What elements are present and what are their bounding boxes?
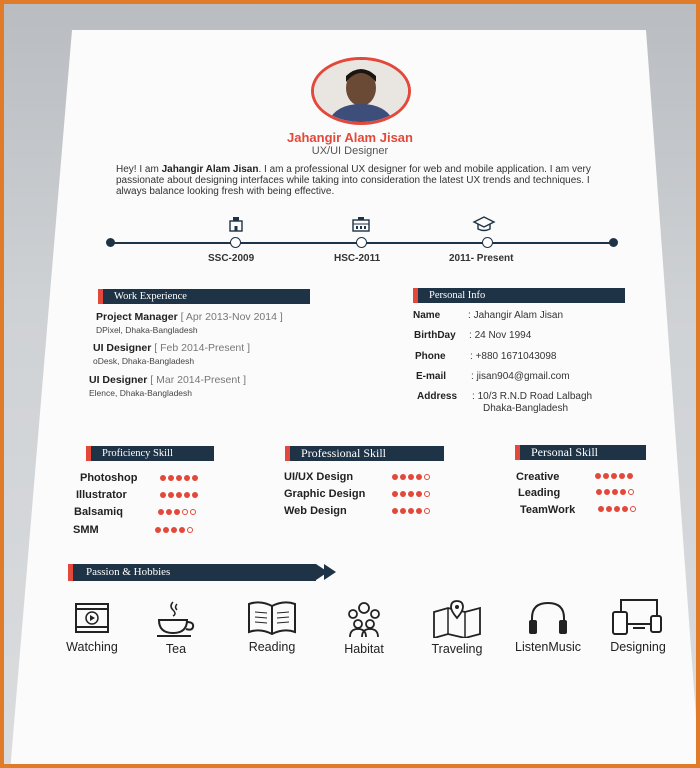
timeline-dot — [482, 237, 493, 248]
devices-icon — [611, 598, 665, 636]
work-item: UI Designer [ Feb 2014-Present ] — [93, 342, 251, 354]
work-item: Project Manager [ Apr 2013-Nov 2014 ] — [96, 311, 283, 323]
timeline-label-present: 2011- Present — [449, 253, 514, 264]
work-experience-heading: Work Experience — [98, 289, 310, 304]
professional-skill-heading: Professional Skill — [285, 446, 444, 461]
rating-dot-filled — [606, 506, 612, 512]
hobby-habitat: Habitat — [336, 600, 392, 656]
info-value: : 24 Nov 1994 — [469, 330, 532, 341]
work-item-place: DPixel, Dhaka-Bangladesh — [96, 325, 198, 335]
rating-dot-filled — [416, 508, 422, 514]
rating-dot-filled — [160, 492, 166, 498]
skill-name: Web Design — [284, 505, 347, 517]
skill-rating — [392, 508, 430, 514]
info-value: : +880 1671043098 — [470, 351, 557, 362]
school-icon — [228, 216, 244, 232]
info-value: : 10/3 R.N.D Road Lalbagh — [472, 391, 593, 402]
rating-dot-filled — [596, 489, 602, 495]
skill-name: SMM — [73, 524, 99, 536]
rating-dot-filled — [160, 475, 166, 481]
hobby-designing: Designing — [600, 598, 676, 654]
rating-dot-empty — [424, 474, 430, 480]
rating-dot-filled — [155, 527, 161, 533]
open-book-icon — [246, 600, 298, 636]
skill-name: Leading — [518, 487, 561, 499]
skill-rating — [160, 492, 198, 498]
skill-rating — [595, 473, 633, 479]
rating-dot-filled — [408, 491, 414, 497]
people-group-icon — [344, 600, 384, 638]
rating-dot-filled — [416, 491, 422, 497]
rating-dot-filled — [400, 474, 406, 480]
hobby-traveling: Traveling — [422, 600, 492, 656]
personal-info-heading: Personal Info — [413, 288, 625, 303]
rating-dot-empty — [182, 509, 188, 515]
rating-dot-filled — [408, 474, 414, 480]
info-value: : jisan904@gmail.com — [471, 371, 570, 382]
rating-dot-filled — [158, 509, 164, 515]
skill-name: Graphic Design — [284, 488, 366, 500]
timeline-dot — [356, 237, 367, 248]
proficiency-skill-heading: Proficiency Skill — [86, 446, 214, 461]
candidate-role: UX/UI Designer — [311, 145, 389, 157]
rating-dot-filled — [612, 489, 618, 495]
rating-dot-filled — [400, 491, 406, 497]
hobby-listen-music: ListenMusic — [503, 600, 593, 654]
rating-dot-filled — [179, 527, 185, 533]
rating-dot-filled — [166, 509, 172, 515]
info-label: Name — [413, 310, 441, 321]
rating-dot-filled — [620, 489, 626, 495]
map-pin-icon — [431, 600, 483, 638]
rating-dot-filled — [400, 508, 406, 514]
rating-dot-filled — [611, 473, 617, 479]
video-player-icon — [73, 600, 111, 636]
hobby-tea: Tea — [150, 600, 202, 656]
info-label: Address — [417, 391, 458, 402]
rating-dot-empty — [190, 509, 196, 515]
rating-dot-filled — [614, 506, 620, 512]
intro-paragraph: Hey! I am Jahangir Alam Jisan. I am a professional UX designer for web and mobile application. I am very passionate about designing interfaces while taking into consideration the latest UX trends and techniques. I always balance looking fresh with being effective. — [116, 164, 591, 197]
timeline-dot — [230, 237, 241, 248]
skill-rating — [155, 527, 193, 533]
rating-dot-filled — [619, 473, 625, 479]
info-value-line2: Dhaka-Bangladesh — [483, 403, 569, 414]
skill-name: TeamWork — [520, 504, 576, 516]
passion-hobbies-heading: Passion & Hobbies — [68, 564, 316, 581]
work-item-place: oDesk, Dhaka-Bangladesh — [93, 356, 195, 366]
work-item-place: Elence, Dhaka-Bangladesh — [89, 388, 193, 398]
rating-dot-filled — [627, 473, 633, 479]
rating-dot-filled — [595, 473, 601, 479]
rating-dot-filled — [598, 506, 604, 512]
skill-name: Balsamiq — [74, 506, 123, 518]
rating-dot-empty — [187, 527, 193, 533]
rating-dot-filled — [184, 492, 190, 498]
headphones-icon — [526, 600, 570, 636]
rating-dot-filled — [603, 473, 609, 479]
chevron-right-icon — [324, 564, 336, 580]
rating-dot-filled — [392, 508, 398, 514]
rating-dot-filled — [622, 506, 628, 512]
timeline-end-dot — [609, 238, 618, 247]
rating-dot-filled — [176, 475, 182, 481]
profile-photo — [311, 57, 411, 125]
rating-dot-filled — [171, 527, 177, 533]
hobby-watching: Watching — [56, 600, 128, 654]
info-label: E-mail — [416, 371, 447, 382]
skill-rating — [598, 506, 636, 512]
rating-dot-filled — [176, 492, 182, 498]
rating-dot-filled — [416, 474, 422, 480]
skill-rating — [160, 475, 198, 481]
info-label: BirthDay — [414, 330, 456, 341]
rating-dot-filled — [163, 527, 169, 533]
rating-dot-filled — [168, 475, 174, 481]
candidate-name: Jahangir Alam Jisan — [287, 130, 413, 145]
skill-name: Illustrator — [76, 489, 127, 501]
rating-dot-filled — [174, 509, 180, 515]
skill-name: Creative — [516, 471, 560, 483]
rating-dot-empty — [630, 506, 636, 512]
graduation-cap-icon — [472, 216, 496, 232]
timeline-label-hsc: HSC-2011 — [334, 253, 381, 264]
skill-name: UI/UX Design — [284, 471, 354, 483]
timeline-start-dot — [106, 238, 115, 247]
rating-dot-filled — [184, 475, 190, 481]
rating-dot-filled — [392, 491, 398, 497]
skill-rating — [392, 491, 430, 497]
skill-rating — [596, 489, 634, 495]
college-icon — [352, 216, 370, 232]
rating-dot-filled — [192, 492, 198, 498]
tea-cup-icon — [153, 600, 199, 638]
timeline-label-ssc: SSC-2009 — [208, 253, 255, 264]
rating-dot-filled — [168, 492, 174, 498]
rating-dot-empty — [424, 508, 430, 514]
skill-rating — [158, 509, 196, 515]
skill-rating — [392, 474, 430, 480]
info-label: Phone — [415, 351, 446, 362]
rating-dot-filled — [192, 475, 198, 481]
rating-dot-filled — [408, 508, 414, 514]
skill-name: Photoshop — [80, 472, 138, 484]
hobby-reading: Reading — [240, 600, 304, 654]
personal-skill-heading: Personal Skill — [515, 445, 646, 460]
rating-dot-filled — [604, 489, 610, 495]
rating-dot-empty — [424, 491, 430, 497]
rating-dot-filled — [392, 474, 398, 480]
work-item: UI Designer [ Mar 2014-Present ] — [89, 374, 246, 386]
info-value: : Jahangir Alam Jisan — [468, 310, 564, 321]
rating-dot-empty — [628, 489, 634, 495]
